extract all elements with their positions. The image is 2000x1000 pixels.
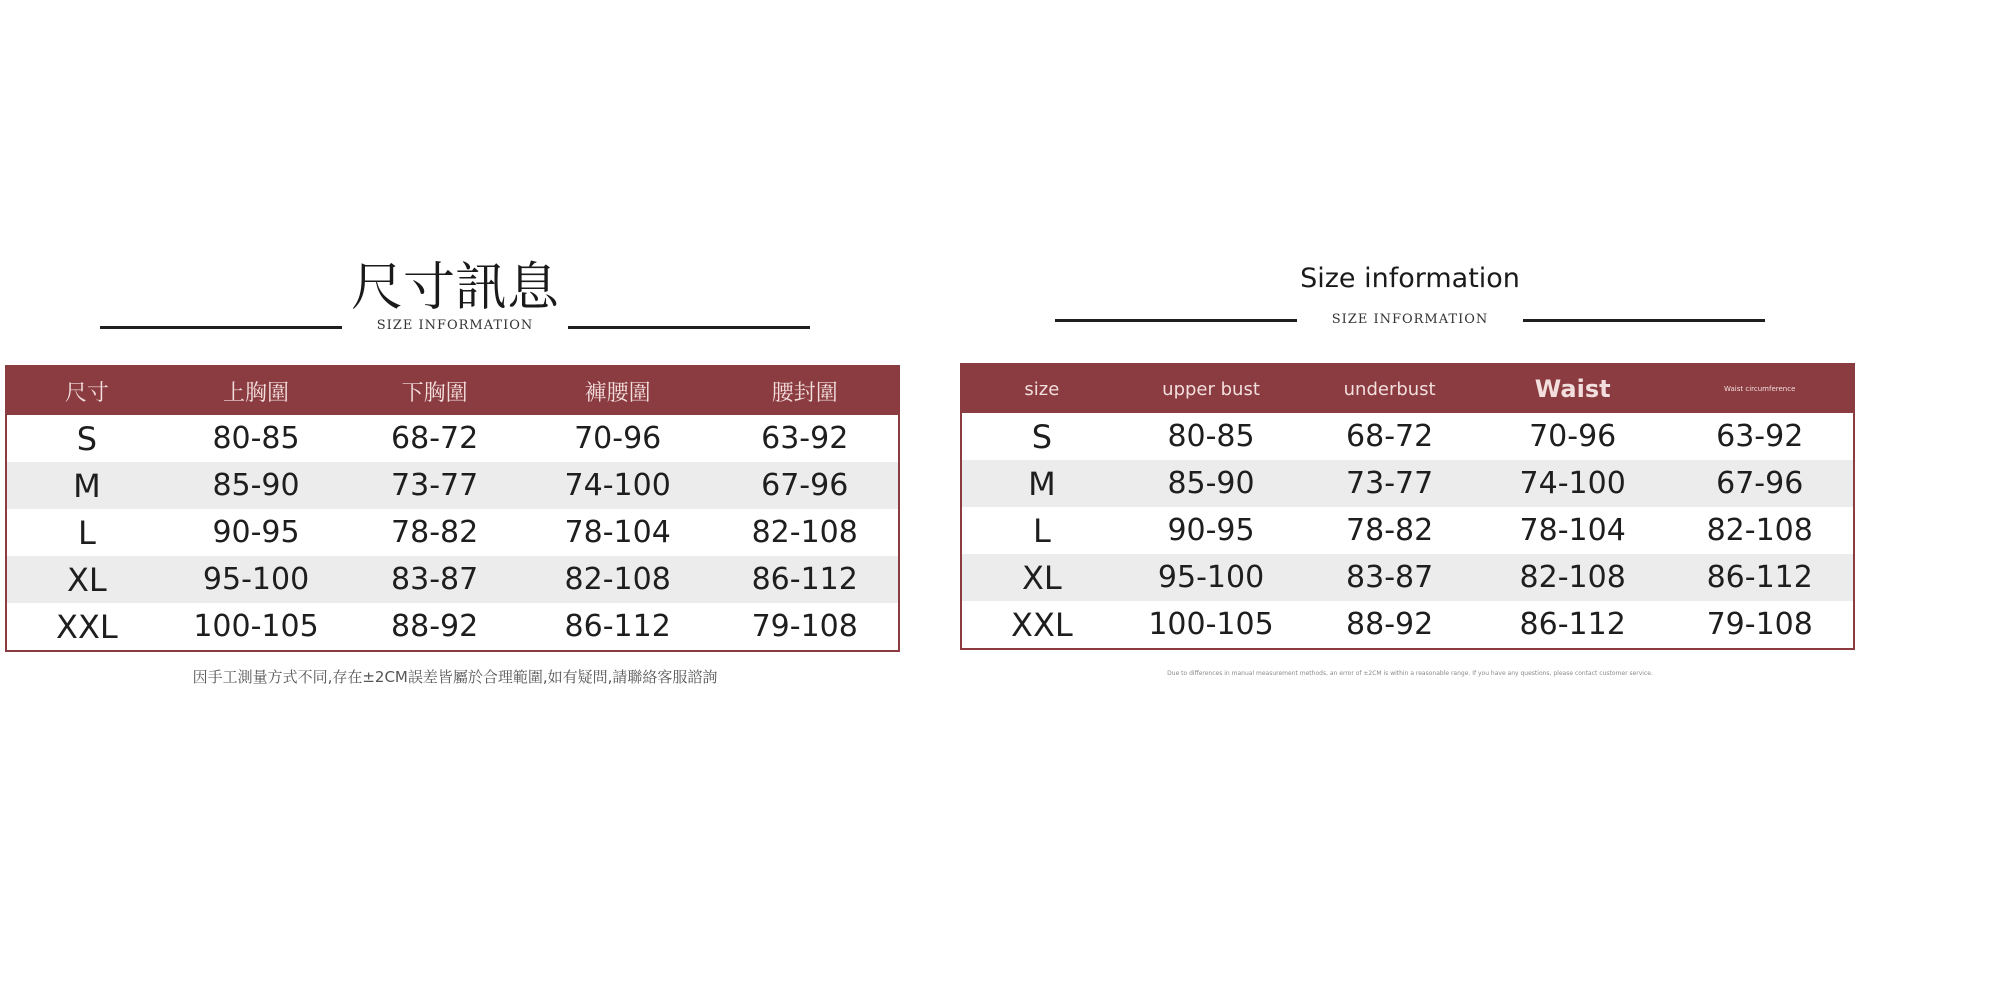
subtitle: SIZE INFORMATION bbox=[1331, 312, 1489, 327]
table-cell: 70-96 bbox=[1529, 419, 1617, 454]
size-cell: XXL bbox=[1011, 605, 1073, 644]
table-cell: 78-82 bbox=[1346, 513, 1434, 548]
table-cell: 78-82 bbox=[391, 515, 479, 550]
table-cell: 67-96 bbox=[711, 462, 899, 509]
table-cell: 82-108 bbox=[1479, 554, 1667, 601]
table-cell: 68-72 bbox=[391, 421, 479, 456]
table-cell: 86-112 bbox=[564, 609, 671, 644]
page-title: Size information bbox=[1300, 263, 1520, 294]
table-cell: 88-92 bbox=[1346, 607, 1434, 642]
table-cell: 83-87 bbox=[345, 556, 524, 603]
header-upper-bust: upper bust bbox=[1122, 364, 1301, 413]
size-table bbox=[960, 363, 1855, 650]
size-panel-english bbox=[955, 0, 1865, 1000]
table-cell: 86-112 bbox=[711, 556, 899, 603]
table-cell: 79-108 bbox=[751, 609, 858, 644]
table-cell: 90-95 bbox=[212, 515, 300, 550]
table-row bbox=[961, 507, 1854, 554]
page-title: 尺寸訊息 bbox=[350, 258, 559, 318]
header-size: 尺寸 bbox=[6, 366, 167, 415]
size-cell: L bbox=[1032, 511, 1051, 550]
table-row bbox=[961, 460, 1854, 507]
header-underbust: underbust bbox=[1300, 364, 1479, 413]
table-row bbox=[6, 509, 899, 556]
size-cell: L bbox=[77, 513, 96, 552]
table-cell: 68-72 bbox=[1346, 419, 1434, 454]
table-cell: 86-112 bbox=[1519, 607, 1626, 642]
table-row bbox=[6, 462, 899, 509]
table-cell: 80-85 bbox=[212, 421, 300, 456]
table-cell: 70-96 bbox=[574, 421, 662, 456]
table-header-row bbox=[961, 364, 1854, 413]
table-row bbox=[6, 603, 899, 651]
header-waist: Waist bbox=[1479, 364, 1667, 413]
table-cell: 63-92 bbox=[761, 421, 849, 456]
table-cell: 73-77 bbox=[345, 462, 524, 509]
divider-right bbox=[568, 326, 810, 329]
table-cell: 95-100 bbox=[167, 556, 346, 603]
table-cell: 85-90 bbox=[167, 462, 346, 509]
divider-right bbox=[1523, 319, 1765, 322]
table-cell: 67-96 bbox=[1666, 460, 1854, 507]
table-header-row bbox=[6, 366, 899, 415]
size-cell: M bbox=[961, 460, 1122, 507]
table-cell: 86-112 bbox=[1666, 554, 1854, 601]
table-cell: 63-92 bbox=[1716, 419, 1804, 454]
table-cell: 82-108 bbox=[524, 556, 712, 603]
header-pants-waist: 褲腰圍 bbox=[524, 366, 712, 415]
table-cell: 73-77 bbox=[1300, 460, 1479, 507]
header-size: size bbox=[961, 364, 1122, 413]
table-row bbox=[961, 601, 1854, 649]
size-cell: XXL bbox=[56, 607, 118, 646]
table-cell: 74-100 bbox=[1479, 460, 1667, 507]
size-cell: XL bbox=[961, 554, 1122, 601]
table-cell: 82-108 bbox=[751, 515, 858, 550]
size-table bbox=[5, 365, 900, 652]
table-cell: 85-90 bbox=[1122, 460, 1301, 507]
header-waist-circumference: Waist circumference bbox=[1666, 364, 1854, 413]
measurement-note: Due to differences in manual measurement methods, an error of ±2CM is within a reasonable range. If you have any questions, please contact customer service. bbox=[1167, 670, 1653, 677]
table-cell: 80-85 bbox=[1167, 419, 1255, 454]
table-cell: 95-100 bbox=[1122, 554, 1301, 601]
table-row bbox=[961, 413, 1854, 460]
size-cell: XL bbox=[6, 556, 167, 603]
table-cell: 74-100 bbox=[524, 462, 712, 509]
header-waistband: 腰封圍 bbox=[711, 366, 899, 415]
measurement-note: 因手工測量方式不同,存在±2CM誤差皆屬於合理範圍,如有疑問,請聯絡客服諮詢 bbox=[192, 668, 718, 686]
table-cell: 82-108 bbox=[1706, 513, 1813, 548]
table-row bbox=[6, 415, 899, 462]
header-underbust: 下胸圍 bbox=[345, 366, 524, 415]
size-cell: M bbox=[6, 462, 167, 509]
table-cell: 79-108 bbox=[1706, 607, 1813, 642]
size-cell: S bbox=[1031, 417, 1053, 456]
table-cell: 90-95 bbox=[1167, 513, 1255, 548]
table-cell: 78-104 bbox=[1519, 513, 1626, 548]
header-upper-bust: 上胸圍 bbox=[167, 366, 346, 415]
subtitle: SIZE INFORMATION bbox=[376, 318, 534, 333]
table-cell: 78-104 bbox=[564, 515, 671, 550]
size-panel-chinese bbox=[0, 0, 910, 1000]
table-row bbox=[961, 554, 1854, 601]
size-cell: S bbox=[76, 419, 98, 458]
table-cell: 100-105 bbox=[1148, 607, 1274, 642]
table-cell: 100-105 bbox=[193, 609, 319, 644]
table-cell: 83-87 bbox=[1300, 554, 1479, 601]
table-cell: 88-92 bbox=[391, 609, 479, 644]
table-row bbox=[6, 556, 899, 603]
